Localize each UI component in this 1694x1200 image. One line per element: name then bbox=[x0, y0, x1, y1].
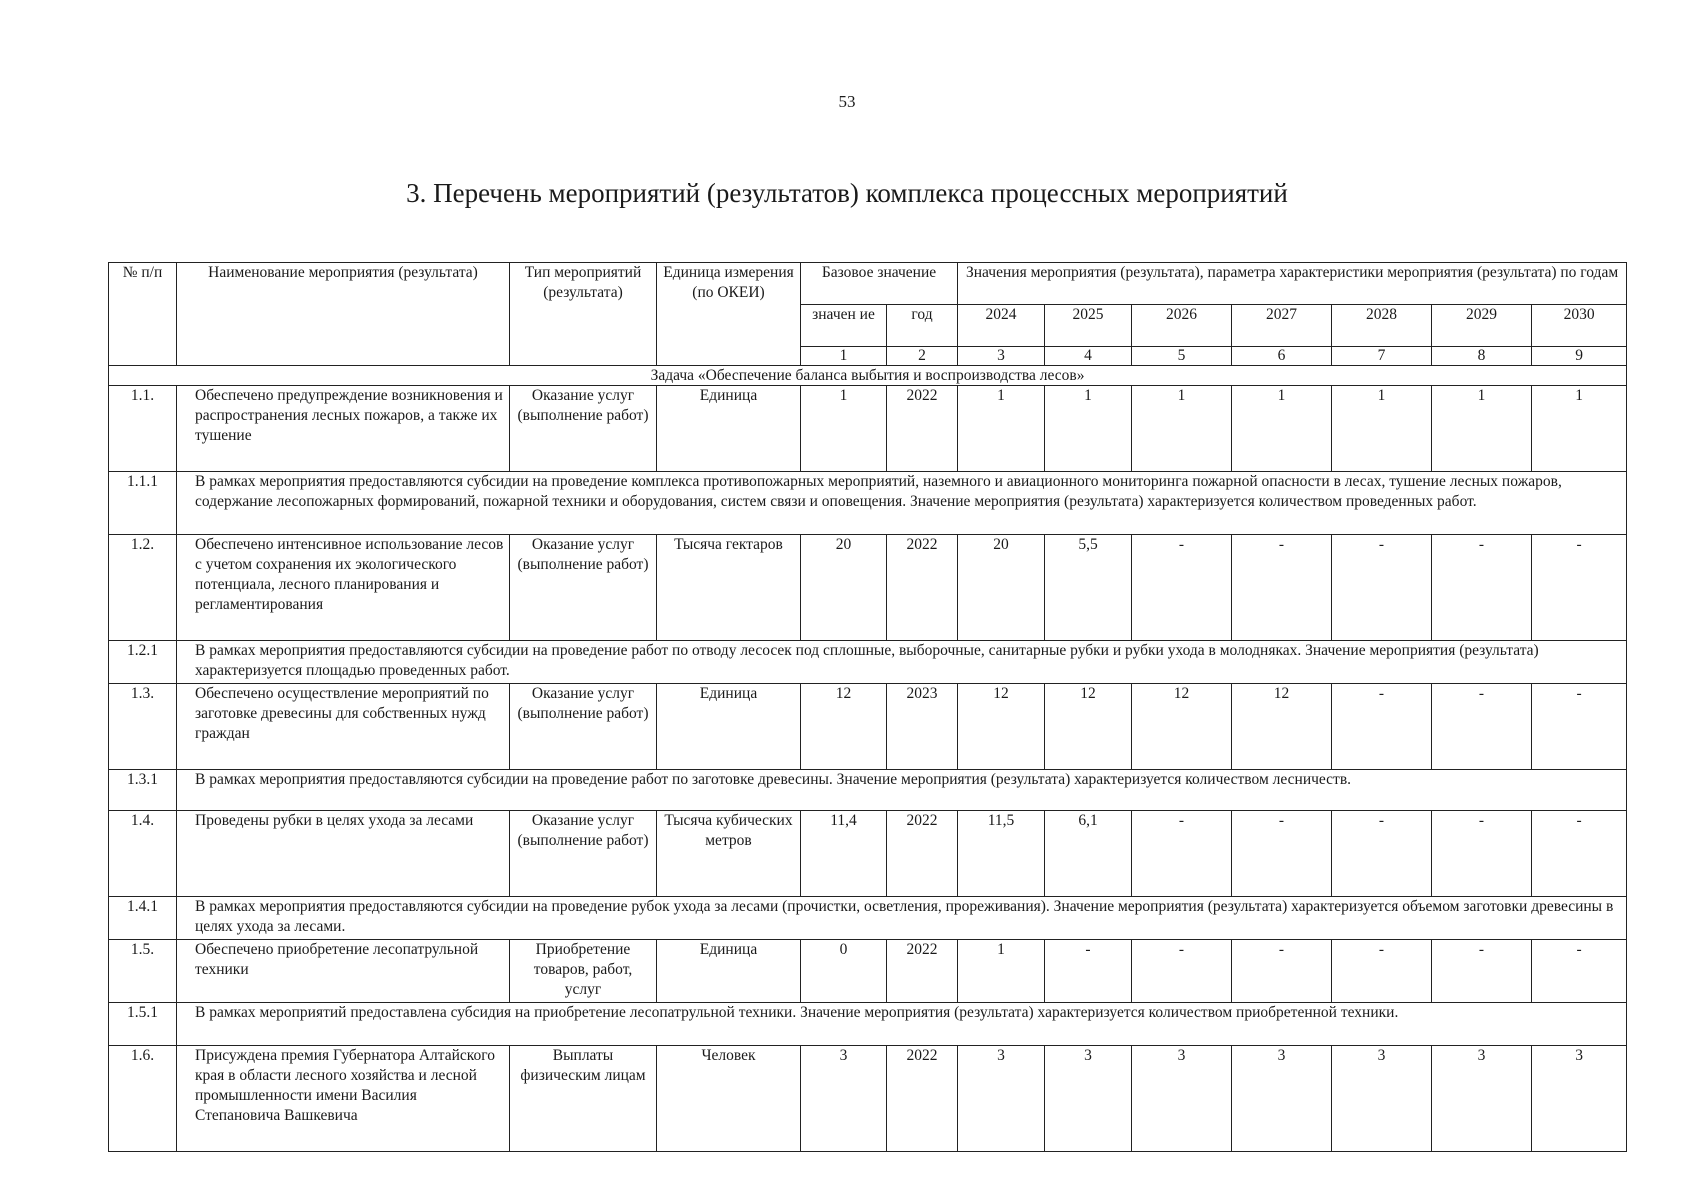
year-value: 1 bbox=[1432, 386, 1532, 472]
header-base-year: год bbox=[887, 305, 958, 347]
base-year: 2022 bbox=[887, 1046, 958, 1152]
header-num: № п/п bbox=[109, 263, 177, 366]
header-year: 2026 bbox=[1132, 305, 1232, 347]
row-number: 1.4. bbox=[109, 811, 177, 897]
activities-rows bbox=[109, 386, 1627, 1152]
header-unit: Единица измерения (по ОКЕИ) bbox=[657, 263, 801, 366]
row-number: 1.2. bbox=[109, 535, 177, 641]
task-row bbox=[109, 366, 1627, 386]
base-value: 0 bbox=[801, 940, 887, 1003]
description-row bbox=[109, 1003, 1627, 1046]
description-row bbox=[109, 641, 1627, 684]
row-number: 1.4.1 bbox=[109, 897, 177, 940]
activity-row bbox=[109, 1046, 1627, 1152]
row-description: В рамках мероприятия предоставляются субсидии на проведение комплекса противопожарных мероприятий, наземного и авиационного мониторинга пожарной опасности в лесах, тушение лесных пожаров, содержание лесопожарных формирований, пожарной техники и оборудования, систем связи и оповещения. Значение мероприятия (результата) характеризуется количеством проведенных работ. bbox=[177, 472, 1627, 535]
column-number: 1 bbox=[801, 347, 887, 366]
header-year: 2030 bbox=[1532, 305, 1627, 347]
column-number: 7 bbox=[1332, 347, 1432, 366]
activity-row bbox=[109, 684, 1627, 770]
column-number: 2 bbox=[887, 347, 958, 366]
header-type: Тип мероприятий (результата) bbox=[510, 263, 657, 366]
activity-type: Оказание услуг (выполнение работ) bbox=[510, 386, 657, 472]
unit: Единица bbox=[657, 684, 801, 770]
column-number: 9 bbox=[1532, 347, 1627, 366]
activity-type: Выплаты физическим лицам bbox=[510, 1046, 657, 1152]
activity-row bbox=[109, 940, 1627, 1003]
column-number: 5 bbox=[1132, 347, 1232, 366]
column-number: 4 bbox=[1045, 347, 1132, 366]
year-value: - bbox=[1432, 535, 1532, 641]
year-value: - bbox=[1332, 940, 1432, 1003]
activity-type: Оказание услуг (выполнение работ) bbox=[510, 535, 657, 641]
activity-name: Проведены рубки в целях ухода за лесами bbox=[177, 811, 510, 897]
year-value: 3 bbox=[1232, 1046, 1332, 1152]
document-title: 3. Перечень мероприятий (результатов) комплекса процессных мероприятий bbox=[406, 178, 1288, 208]
year-value: 12 bbox=[1132, 684, 1232, 770]
base-value: 11,4 bbox=[801, 811, 887, 897]
year-value: 12 bbox=[958, 684, 1045, 770]
year-value: 3 bbox=[1532, 1046, 1627, 1152]
activity-row bbox=[109, 811, 1627, 897]
unit: Тысяча гектаров bbox=[657, 535, 801, 641]
header-name: Наименование мероприятия (результата) bbox=[177, 263, 510, 366]
year-value: - bbox=[1232, 535, 1332, 641]
year-value: 1 bbox=[1532, 386, 1627, 472]
year-value: 3 bbox=[1045, 1046, 1132, 1152]
header-row-1 bbox=[109, 263, 1627, 305]
row-number: 1.1.1 bbox=[109, 472, 177, 535]
header-year: 2025 bbox=[1045, 305, 1132, 347]
year-value: - bbox=[1232, 940, 1332, 1003]
header-base-value: значен ие bbox=[801, 305, 887, 347]
year-value: - bbox=[1532, 811, 1627, 897]
activity-name: Обеспечено осуществление мероприятий по заготовке древесины для собственных нужд граждан bbox=[177, 684, 510, 770]
column-number: 6 bbox=[1232, 347, 1332, 366]
row-number: 1.1. bbox=[109, 386, 177, 472]
activity-type: Оказание услуг (выполнение работ) bbox=[510, 684, 657, 770]
year-value: - bbox=[1432, 811, 1532, 897]
activity-row bbox=[109, 386, 1627, 472]
row-number: 1.3.1 bbox=[109, 770, 177, 811]
year-value: 12 bbox=[1232, 684, 1332, 770]
header-year: 2028 bbox=[1332, 305, 1432, 347]
column-number: 8 bbox=[1432, 347, 1532, 366]
year-value: - bbox=[1332, 811, 1432, 897]
base-year: 2022 bbox=[887, 386, 958, 472]
year-value: 6,1 bbox=[1045, 811, 1132, 897]
year-value: - bbox=[1532, 684, 1627, 770]
year-value: 3 bbox=[1432, 1046, 1532, 1152]
column-number: 3 bbox=[958, 347, 1045, 366]
year-value: - bbox=[1132, 535, 1232, 641]
base-value: 1 bbox=[801, 386, 887, 472]
task-title: Задача «Обеспечение баланса выбытия и воспроизводства лесов» bbox=[109, 366, 1627, 386]
row-description: В рамках мероприятия предоставляются субсидии на проведение работ по отводу лесосек под сплошные, выборочные, санитарные рубки и рубки ухода в молодняках. Значение мероприятия (результата) характеризуется площадью проведенных работ. bbox=[177, 641, 1627, 684]
activity-name: Обеспечено приобретение лесопатрульной техники bbox=[177, 940, 510, 1003]
year-value: - bbox=[1432, 684, 1532, 770]
header-values: Значения мероприятия (результата), параметра характеристики мероприятия (результата) по годам bbox=[958, 263, 1627, 305]
base-year: 2022 bbox=[887, 811, 958, 897]
header-year: 2027 bbox=[1232, 305, 1332, 347]
activity-name: Присуждена премия Губернатора Алтайского края в области лесного хозяйства и лесной промышленности имени Василия Степановича Вашкевича bbox=[177, 1046, 510, 1152]
year-value: - bbox=[1532, 940, 1627, 1003]
year-value: 20 bbox=[958, 535, 1045, 641]
row-number: 1.3. bbox=[109, 684, 177, 770]
base-value: 20 bbox=[801, 535, 887, 641]
year-value: 1 bbox=[1132, 386, 1232, 472]
year-value: 11,5 bbox=[958, 811, 1045, 897]
row-description: В рамках мероприятия предоставляются субсидии на проведение работ по заготовке древесины. Значение мероприятия (результата) характеризуется количеством лесничеств. bbox=[177, 770, 1627, 811]
activities-table bbox=[108, 262, 1627, 1152]
year-value: - bbox=[1045, 940, 1132, 1003]
year-value: 1 bbox=[1332, 386, 1432, 472]
row-description: В рамках мероприятий предоставлена субсидия на приобретение лесопатрульной техники. Значение мероприятия (результата) характеризуется количеством приобретенной техники. bbox=[177, 1003, 1627, 1046]
year-value: - bbox=[1432, 940, 1532, 1003]
row-number: 1.6. bbox=[109, 1046, 177, 1152]
year-value: 1 bbox=[1045, 386, 1132, 472]
description-row bbox=[109, 770, 1627, 811]
year-value: 5,5 bbox=[1045, 535, 1132, 641]
year-value: 1 bbox=[958, 940, 1045, 1003]
year-value: - bbox=[1232, 811, 1332, 897]
activity-name: Обеспечено предупреждение возникновения и распространения лесных пожаров, а также их тушение bbox=[177, 386, 510, 472]
row-number: 1.2.1 bbox=[109, 641, 177, 684]
year-value: 1 bbox=[1232, 386, 1332, 472]
activity-name: Обеспечено интенсивное использование лесов с учетом сохранения их экологического потенциала, лесного планирования и регламентирования bbox=[177, 535, 510, 641]
year-value: 1 bbox=[958, 386, 1045, 472]
base-year: 2022 bbox=[887, 940, 958, 1003]
year-value: - bbox=[1132, 940, 1232, 1003]
row-number: 1.5. bbox=[109, 940, 177, 1003]
unit: Единица bbox=[657, 940, 801, 1003]
year-value: - bbox=[1132, 811, 1232, 897]
activity-type: Оказание услуг (выполнение работ) bbox=[510, 811, 657, 897]
unit: Тысяча кубических метров bbox=[657, 811, 801, 897]
page-number: 53 bbox=[838, 92, 856, 111]
unit: Человек bbox=[657, 1046, 801, 1152]
year-value: - bbox=[1532, 535, 1627, 641]
activity-type: Приобретение товаров, работ, услуг bbox=[510, 940, 657, 1003]
description-row bbox=[109, 897, 1627, 940]
year-value: 3 bbox=[1332, 1046, 1432, 1152]
header-year: 2029 bbox=[1432, 305, 1532, 347]
base-year: 2022 bbox=[887, 535, 958, 641]
base-value: 12 bbox=[801, 684, 887, 770]
unit: Единица bbox=[657, 386, 801, 472]
year-value: 3 bbox=[958, 1046, 1045, 1152]
description-row bbox=[109, 472, 1627, 535]
row-description: В рамках мероприятия предоставляются субсидии на проведение рубок ухода за лесами (прочистки, осветления, прореживания). Значение мероприятия (результата) характеризуется объемом заготовки древесины в целях ухода за лесами. bbox=[177, 897, 1627, 940]
year-value: 3 bbox=[1132, 1046, 1232, 1152]
activity-row bbox=[109, 535, 1627, 641]
year-value: 12 bbox=[1045, 684, 1132, 770]
row-number: 1.5.1 bbox=[109, 1003, 177, 1046]
header-base: Базовое значение bbox=[801, 263, 958, 305]
year-value: - bbox=[1332, 684, 1432, 770]
base-value: 3 bbox=[801, 1046, 887, 1152]
header-year: 2024 bbox=[958, 305, 1045, 347]
base-year: 2023 bbox=[887, 684, 958, 770]
year-value: - bbox=[1332, 535, 1432, 641]
